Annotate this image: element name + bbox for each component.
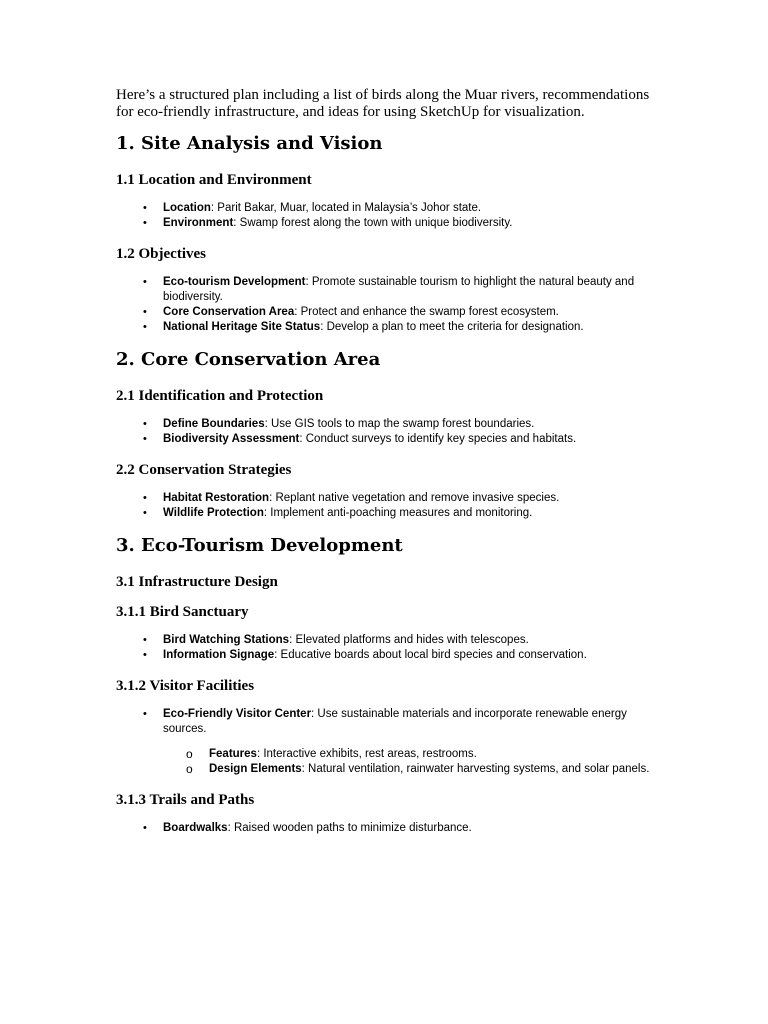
bullet-icon: • [143, 433, 147, 445]
item-text: : Swamp forest along the town with unique biodiversity. [233, 217, 513, 229]
list-item [116, 320, 656, 335]
item-label: Core Conservation Area [163, 306, 295, 318]
heading-visitor-facilities: 3.1.2 Visitor Facilities [116, 678, 255, 694]
list-item [116, 821, 656, 836]
intro-paragraph: Here’s a structured plan including a list of birds along the Muar rivers, recommendations for eco-friendly infrastructure, and ideas for using SketchUp for visualization. [116, 87, 650, 120]
item-text: : Natural ventilation, rainwater harvesting systems, and solar panels. [301, 763, 650, 775]
list-item [116, 275, 656, 305]
bullet-icon: • [143, 492, 147, 504]
heading-core-conservation: 2. Core Conservation Area [116, 349, 381, 370]
list-item [116, 201, 656, 216]
item-text: : Protect and enhance the swamp forest ecosystem. [294, 306, 559, 318]
bullet-icon: • [143, 649, 147, 661]
item-label: Define Boundaries [163, 418, 265, 430]
bullet-icon: • [143, 306, 147, 318]
list-item [116, 305, 656, 320]
item-label: Environment [163, 217, 234, 229]
list-identification-protection [116, 417, 656, 447]
item-text: : Promote sustainable tourism to highlight the natural beauty and biodiversity. [163, 276, 635, 303]
bullet-icon: • [143, 217, 147, 229]
bullet-icon: • [143, 822, 147, 834]
sub-list-item [116, 762, 656, 777]
list-item [116, 417, 656, 432]
item-label: Bird Watching Stations [163, 634, 290, 646]
sub-bullet-icon: o [186, 762, 193, 776]
bullet-icon: • [143, 507, 147, 519]
item-label: Boardwalks [163, 822, 228, 834]
item-text: : Use GIS tools to map the swamp forest boundaries. [264, 418, 535, 430]
item-text: : Elevated platforms and hides with telescopes. [289, 634, 529, 646]
item-text: : Raised wooden paths to minimize disturbance. [227, 822, 472, 834]
item-text: : Implement anti-poaching measures and monitoring. [263, 507, 533, 519]
item-label: Features [209, 748, 257, 760]
list-bird-sanctuary [116, 633, 656, 663]
item-label: Location [163, 202, 211, 214]
item-text: : Conduct surveys to identify key species and habitats. [299, 433, 577, 445]
item-label: Eco-Friendly Visitor Center [163, 708, 312, 720]
item-label: Design Elements [209, 763, 302, 775]
list-item [116, 432, 656, 447]
bullet-icon: • [143, 321, 147, 333]
heading-infrastructure-design: 3.1 Infrastructure Design [116, 574, 278, 590]
item-label: Biodiversity Assessment [163, 433, 300, 445]
list-item [116, 491, 656, 506]
item-label: National Heritage Site Status [163, 321, 321, 333]
heading-location-environment: 1.1 Location and Environment [116, 172, 312, 188]
bullet-icon: • [143, 418, 147, 430]
list-item [116, 216, 656, 231]
heading-trails-paths: 3.1.3 Trails and Paths [116, 792, 255, 808]
list-item [116, 633, 656, 648]
item-text: : Use sustainable materials and incorporate renewable energy sources. [163, 708, 627, 735]
item-label: Wildlife Protection [163, 507, 264, 519]
item-text: : Replant native vegetation and remove invasive species. [269, 492, 560, 504]
sublist-visitor-center [116, 747, 656, 777]
list-objectives [116, 275, 656, 335]
list-conservation-strategies [116, 491, 656, 521]
heading-identification-protection: 2.1 Identification and Protection [116, 388, 324, 404]
item-text: : Educative boards about local bird species and conservation. [274, 649, 587, 661]
list-visitor-facilities [116, 707, 656, 737]
heading-bird-sanctuary: 3.1.1 Bird Sanctuary [116, 604, 249, 620]
list-item [116, 648, 656, 663]
list-location-environment [116, 201, 656, 231]
list-item [116, 707, 656, 737]
bullet-icon: • [143, 634, 147, 646]
sub-bullet-icon: o [186, 747, 193, 761]
item-label: Information Signage [163, 649, 275, 661]
heading-conservation-strategies: 2.2 Conservation Strategies [116, 462, 292, 478]
document-page [116, 87, 656, 850]
bullet-icon: • [143, 202, 147, 214]
heading-objectives: 1.2 Objectives [116, 246, 206, 262]
heading-site-analysis: 1. Site Analysis and Vision [116, 133, 383, 154]
item-text: : Parit Bakar, Muar, located in Malaysia’s Johor state. [210, 202, 482, 214]
bullet-icon: • [143, 276, 147, 288]
item-text: : Develop a plan to meet the criteria for designation. [320, 321, 584, 333]
heading-eco-tourism: 3. Eco-Tourism Development [116, 535, 403, 556]
item-label: Habitat Restoration [163, 492, 270, 504]
list-trails-paths [116, 821, 656, 836]
bullet-icon: • [143, 708, 147, 720]
item-text: : Interactive exhibits, rest areas, restrooms. [256, 748, 477, 760]
item-label: Eco-tourism Development [163, 276, 306, 288]
sub-list-item [116, 747, 656, 762]
list-item [116, 506, 656, 521]
